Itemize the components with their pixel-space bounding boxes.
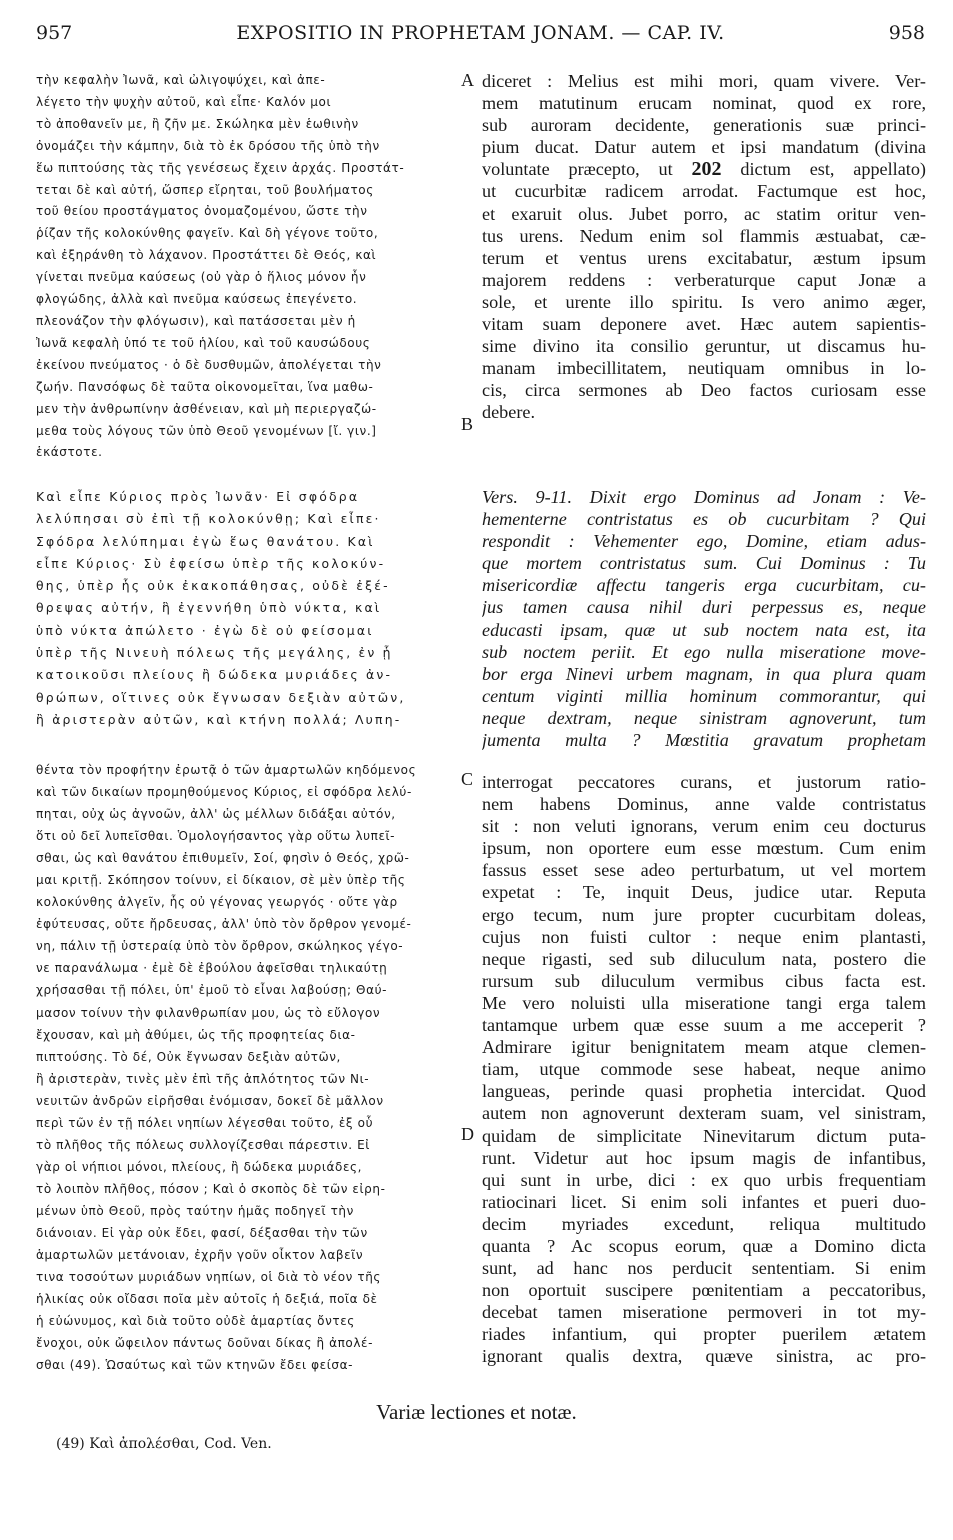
text-line: λελύπησαι σὺ ἐπὶ τῇ κολοκύνθῃ; Καὶ εἶπε· [36,511,381,527]
text-line: cis, circa sermones ab Deo factos curiosam esse [482,380,926,401]
text-line: ἢ ἀριστερὰν, τινὲς μὲν ἐπὶ τῆς ἁπλότητος τῶν Νι- [36,1071,370,1086]
text-line: langueas, perinde quasi prophetia intercidat. Quod [482,1081,926,1102]
text-line: περὶ τῶν ἐν τῇ πόλει νηπίων λέγεσθαι τοῦτο, ἐξ οὗ [36,1115,374,1130]
text-line: majorem reddens : verberaturque caput Jonæ a [482,269,926,290]
text-line: εἶπε Κύριος· Σὺ ἐφείσω ὑπὲρ τῆς κολοκύν- [36,555,386,571]
text-line: ζωήν. Πανσόφως δὲ ταῦτα οἰκονομεῖται, ἵνα μαθω- [36,379,374,394]
text-line: mem matutinum erucam nominat, quod ex rore, [482,93,926,114]
text-line: γίνεται πνεῦμα καύσεως (οὐ γὰρ ὁ ἥλιος μόνον ἦν [36,270,367,285]
text-line: θης, ὑπὲρ ἧς οὐκ ἐκακοπάθησας, οὐδὲ ἐξέ- [36,578,390,594]
text-line: decebat tamen miseratione permoveri in tot my- [482,1302,926,1323]
text-line: μεν τὴν ἀνθρωπίνην ἀσθένειαν, καὶ μὴ περιεργαζώ- [36,401,377,416]
text-line: jumenta multa ? Mœstitia gravatum prophetam [482,730,926,751]
text-line: sime divino ita consilio geruntur, ut discamus hu- [482,336,926,357]
text-line: μαι κριτῇ. Σκόπησον τοίνυν, εἰ δίκαιον, σὲ μὲν ὑπὲρ τῆς [36,873,406,888]
text-line: κολοκύνθης ἀλγεῖν, ἧς οὐ γέγονας γεωργός · οὔτε γὰρ [36,895,398,910]
text-line: qui sunt in urbe, dici : ex quo urbis frequentiam [482,1169,926,1190]
text-line: quidam de simplicitate Ninevitarum dictum puta- [482,1125,926,1146]
text-line: sole, et urente illo spiritu. Is vero animo æger, [482,291,926,312]
text-line: ut cucurbitæ radicem arrodat. Factumque est hoc, [482,181,926,202]
text-line: sub noctem periit. Et ego nulla miseratione move- [482,641,926,662]
text-line: bor erga Ninevi urbem magnam, in qua plura quam [482,663,926,684]
text-line: καὶ ἐξηράνθη τὸ λάχανον. Προστάττει δὲ Θεός, καὶ [36,248,377,263]
text-line: diceret : Melius est mihi mori, quam vivere. Ver- [482,71,926,91]
text-line: ἐφύτευσας, οὔτε ἤρδευσας, ἀλλ' ὑπὸ τὸν ὄρθρον γενομέ- [36,917,412,932]
text-line: expetat : Te, inquit Deus, judice utar. Reputa [482,882,926,903]
text-line: tiam, utque commode sese habeat, neque animo [482,1059,926,1080]
text-line: ἡλικίας οὐκ οἴδασι ποῖα μὲν αὐτοῖς ἡ δεξιά, ποῖα δὲ [36,1292,378,1307]
text-line: τινα τοσούτων μυριάδων νηπίων, οἱ διὰ τὸ νέον τῆς [36,1270,382,1285]
text-line: τὸ ἀποθανεῖν με, ἢ ζῆν με. Σκώληκα μὲν ἑωθινὴν [36,116,359,131]
text-line: Me vero noluisti ulla miseratione tangi erga talem [482,992,926,1013]
text-line: μένων ὑπὸ Θεοῦ, πρὸς ταύτην ἡμᾶς ποδηγεῖ τὴν [36,1203,354,1218]
running-title: EXPOSITIO IN PROPHETAM JONAM. — CAP. IV. [236,22,725,44]
greek-text-block-1 [36,70,456,464]
text-line: φλογώδης, ἀλλὰ καὶ πνεῦμα καύσεως ἐπεγένετο. [36,292,358,307]
column-number: 202 [691,158,722,181]
text-line: σθαι, ὡς καὶ θανάτου ἐπιθυμεῖν, Σοί, φησὶν ὁ Θεός, χρῶ- [36,851,410,866]
text-line: ergo tecum, num jure propter cucurbitam doleas, [482,904,926,925]
margin-letter-d: D [461,1124,474,1144]
margin-letter-c: C [461,769,474,789]
text-line: non oportuit suscipere pœnitentiam a peccatoribus, [482,1280,926,1301]
text-line: ἔχουσαν, καὶ μὴ ἀθύμει, ὡς τῆς προφητείας δια- [36,1027,356,1042]
text-line: ἑκάστοτε. [36,445,103,460]
text-line: ὑπὸ νύκτα ἀπώλετο · ἐγὼ δὲ οὐ φείσομαι [36,622,374,638]
text-line: χρήσασθαι τῇ πόλει, ὑπ' ἐμοῦ τὸ εἶναι λαβούσῃ; Θαύ- [36,983,388,998]
text-line: ratiocinari licet. Si enim soli infantes et pueri duo- [482,1191,926,1212]
latin-text-block-1 [482,70,926,424]
text-line: τὸ λοιπὸν πλῆθος, πόσον ; Καὶ ὁ σκοπὸς δὲ τῶν εἰρη- [36,1181,386,1196]
text-line: decim myriades excedunt, reliqua multitudo [482,1213,926,1234]
text-line: quanta ? Ac scopus eorum, quæ a Domino dicta [482,1235,926,1256]
text-line: fassus esset sese adeo perturbatum, ut vel mortem [482,860,926,881]
text-line: hementerne contristatus es ob cucurbitam ? Qui [482,509,926,530]
notes-heading: Variæ lectiones et notæ. [376,1400,577,1424]
text-line: nem habens Dominus, anne valde contristatus [482,794,926,815]
text-line: Καὶ εἶπε Κύριος πρὸς Ἰωνᾶν· Εἰ σφόδρα [36,489,360,504]
latin-scripture-verses [482,486,926,751]
text-line: νη, πάλιν τῇ ὑστεραίᾳ ὑπὸ τὸν ὄρθρον, σκώληκος γέγο- [36,939,404,954]
text-line: Admirare igitur benignitatem meam atque clemen- [482,1037,926,1058]
text-line: πηται, οὐχ ὡς ἀγνοῶν, ἀλλ' ὡς μέλλων διδάξαι αὐτόν, [36,807,396,822]
text-line: tantamque urbem quæ esse suum a me acceperit ? [482,1015,926,1036]
text-line: terum et ventus urens excitabatur, æstum ipsum [482,247,926,268]
text-line: κατοικοῦσι πλείους ἢ δώδεκα μυριάδες ἀν- [36,667,393,683]
text-line: ὀνομάζει τὴν κάμπην, διὰ τὸ ἐκ δρόσου τῆς ὑπὸ τὴν [36,138,380,153]
text-line: que mortem contristatus sum. Cui Dominus : Tu [482,553,926,574]
text-line: autem non agnoverunt dexteram suam, vel sinistram, [482,1103,926,1124]
text-line: vitam suam deponere avet. Hæc autem sapientis- [482,314,926,335]
text-line: neque rigasti, sed sub diluculum nata, postero die [482,948,926,969]
text-line: ἕω πιπτούσης τὰς τῆς γενέσεως ἔχειν ἀρχάς. Προστάτ- [36,160,405,175]
text-line: tus urens. Nedum enim sol flammis æstuabat, cæ- [482,225,926,246]
text-line: τοῦ θείου προστάγματος ὀνομαζομένου, ὥστε τὴν [36,204,368,219]
text-line: Ἰωνᾶ κεφαλὴ ὑπό τε τοῦ ἡλίου, καὶ τοῦ καυσώδους [36,335,371,350]
text-line: ὅτι οὐ δεῖ λυπεῖσθαι. Ὁμολογήσαντος γὰρ οὕτω λυπεῖ- [36,829,396,844]
text-line: μασον τοίνυν τὴν φιλανθρωπίαν μου, ὡς τὸ εὔλογον [36,1005,381,1020]
text-line: runt. Videtur aut hoc ipsum magis de infantibus, [482,1147,926,1168]
text-line: γὰρ οἱ νήπιοι μόνοι, πλείους, ἢ δώδεκα μυριάδες, [36,1159,363,1174]
text-line: νε παρανάλωμα · ἐμὲ δὲ ἐβούλου ἀφεῖσθαι τηλικαύτῃ [36,961,388,976]
text-line: centum viginti millia hominum commorantur, qui [482,685,926,706]
text-line: jus tamen causa nihil duri perpessus es, neque [482,597,926,618]
page-number-left: 957 [36,22,73,44]
text-line: διάνοιαν. Εἰ γὰρ οὐκ ἔδει, φασί, δέξασθαι τὴν τῶν [36,1225,368,1240]
text-line: πλεονάζον τὴν φλόγωσιν), καὶ πατάσσεται μὲν ἡ [36,313,356,328]
text-line: ὑπὲρ τῆς Νινευὴ πόλεως τῆς μεγάλης, ἐν ᾗ [36,645,393,661]
text-line: interrogat peccatores curans, et justorum ratio- [482,772,926,792]
text-line: καὶ τῶν δικαίων προμηθούμενος Κύριος, εἰ σφόδρα λελύ- [36,785,412,800]
margin-letter-b: B [461,414,474,434]
text-line: pium ducat. Datur autem et ipsi mandatum (divina [482,137,926,158]
text-line: neque dextram, neque sinistram agnoverunt, tum [482,707,926,728]
greek-text-block-2 [36,759,456,1376]
text-line: ἡ εὐώνυμος, καὶ διὰ τοῦτο οὐδὲ ἁμαρτίας ὄντες [36,1314,355,1329]
text-line: voluntate præcepto, ut 202 dictum est, appellato) [482,158,926,181]
text-line: riades infantium, qui propter puerilem ætatem [482,1324,926,1345]
text-line: debere. [482,402,536,423]
text-line: ἔνοχοι, οὐκ ὤφειλον πάντως δοῦναι δίκας ἢ ἀπολέ- [36,1336,374,1351]
text-line: cujus non fuisti cultor : neque enim plantasti, [482,926,926,947]
footnote-49: (49) Καὶ ἀπολέσθαι, Cod. Ven. [56,1436,272,1452]
margin-letter-a: A [461,70,474,90]
text-line: τὴν κεφαλὴν Ἰωνᾶ, καὶ ὠλιγοψύχει, καὶ ἀπε- [36,73,326,87]
latin-text-block-2 [482,771,926,1368]
text-line: μεθα τοὺς λόγους τῶν ὑπὸ Θεοῦ γενομένων [ἴ. γιν.] [36,423,377,438]
text-line: θέντα τὸν προφήτην ἐρωτᾷ ὁ τῶν ἁμαρτωλῶν κηδόμενος [36,763,417,777]
page-number-right: 958 [888,22,925,44]
text-line: ipsum, non oportere eum esse mœstum. Cum enim [482,838,926,859]
text-line: Σφόδρα λελύπημαι ἐγὼ ἕως θανάτου. Καὶ [36,533,375,549]
greek-scripture-verses [36,486,456,731]
text-line: ignorant qualis dextra, quæve sinistra, ac pro- [482,1346,926,1367]
text-line: respondit : Vehementer ego, Domine, etiam adus- [482,531,926,552]
text-line: ἐκείνου πνεύματος · ὁ δὲ δυσθυμῶν, ἀπολέγεται τὴν [36,357,382,372]
text-line: Vers. 9-11. Dixit ergo Dominus ad Jonam : Ve- [482,487,926,507]
text-line: ἁμαρτωλῶν μετάνοιαν, ἐχρῆν γοῦν οἶκτον λαβεῖν [36,1248,364,1263]
text-line: θρώπων, οἵτινες οὐκ ἔγνωσαν δεξιὰν αὐτῶν, [36,689,406,705]
text-line: misericordiæ affectu tangeris erga cucurbitam, cu- [482,575,926,596]
text-line: rursum sub diluculum vermibus cibus facta est. [482,970,926,991]
text-line: ἢ ἀριστερὰν αὐτῶν, καὶ κτήνη πολλά; Λυπη- [36,711,402,727]
text-line: sit : non veluti ignorans, verum enim ceu docturus [482,816,926,837]
text-line: τὸ πλῆθος τῆς πόλεως συλλογίζεσθαι πάρεστιν. Εἰ [36,1137,370,1152]
text-line: θρεψας αὐτήν, ἣ ἐγεννήθη ὑπὸ νύκτα, καὶ [36,600,382,616]
text-line: τεται δὲ καὶ αὐτή, ὥσπερ εἴρηται, τοῦ βουλήματος [36,182,374,197]
text-line: sunt, ad hanc nos perducit sententiam. Si enim [482,1258,926,1279]
text-line: sub auroram decidente, generationis suæ princi- [482,115,926,136]
text-line: σθαι (49). Ὡσαύτως καὶ τῶν κτηνῶν ἔδει φείσα- [36,1358,354,1373]
page-header [36,22,925,52]
text-line: πιπτούσης. Τὸ δέ, Οὐκ ἔγνωσαν δεξιὰν αὐτῶν, [36,1049,341,1064]
text-line: et exaruit olus. Jubet porro, ac statim oritur ven- [482,203,926,224]
text-line: νευιτῶν ἀνδρῶν εἰρῆσθαι ἐνόμισαν, δοκεῖ δὲ μᾶλλον [36,1093,384,1108]
text-line: λέγετο τὴν ψυχὴν αὐτοῦ, καὶ εἶπε· Καλόν μοι [36,94,332,109]
text-line: educasti ipsam, quæ ut sub noctem nata est, ita [482,619,926,640]
text-line: manam imbecillitatem, neutiquam omnibus in lo- [482,358,926,379]
text-line: ῥίζαν τῆς κολοκύνθης φαγεῖν. Καὶ δὴ γέγονε τοῦτο, [36,226,379,241]
